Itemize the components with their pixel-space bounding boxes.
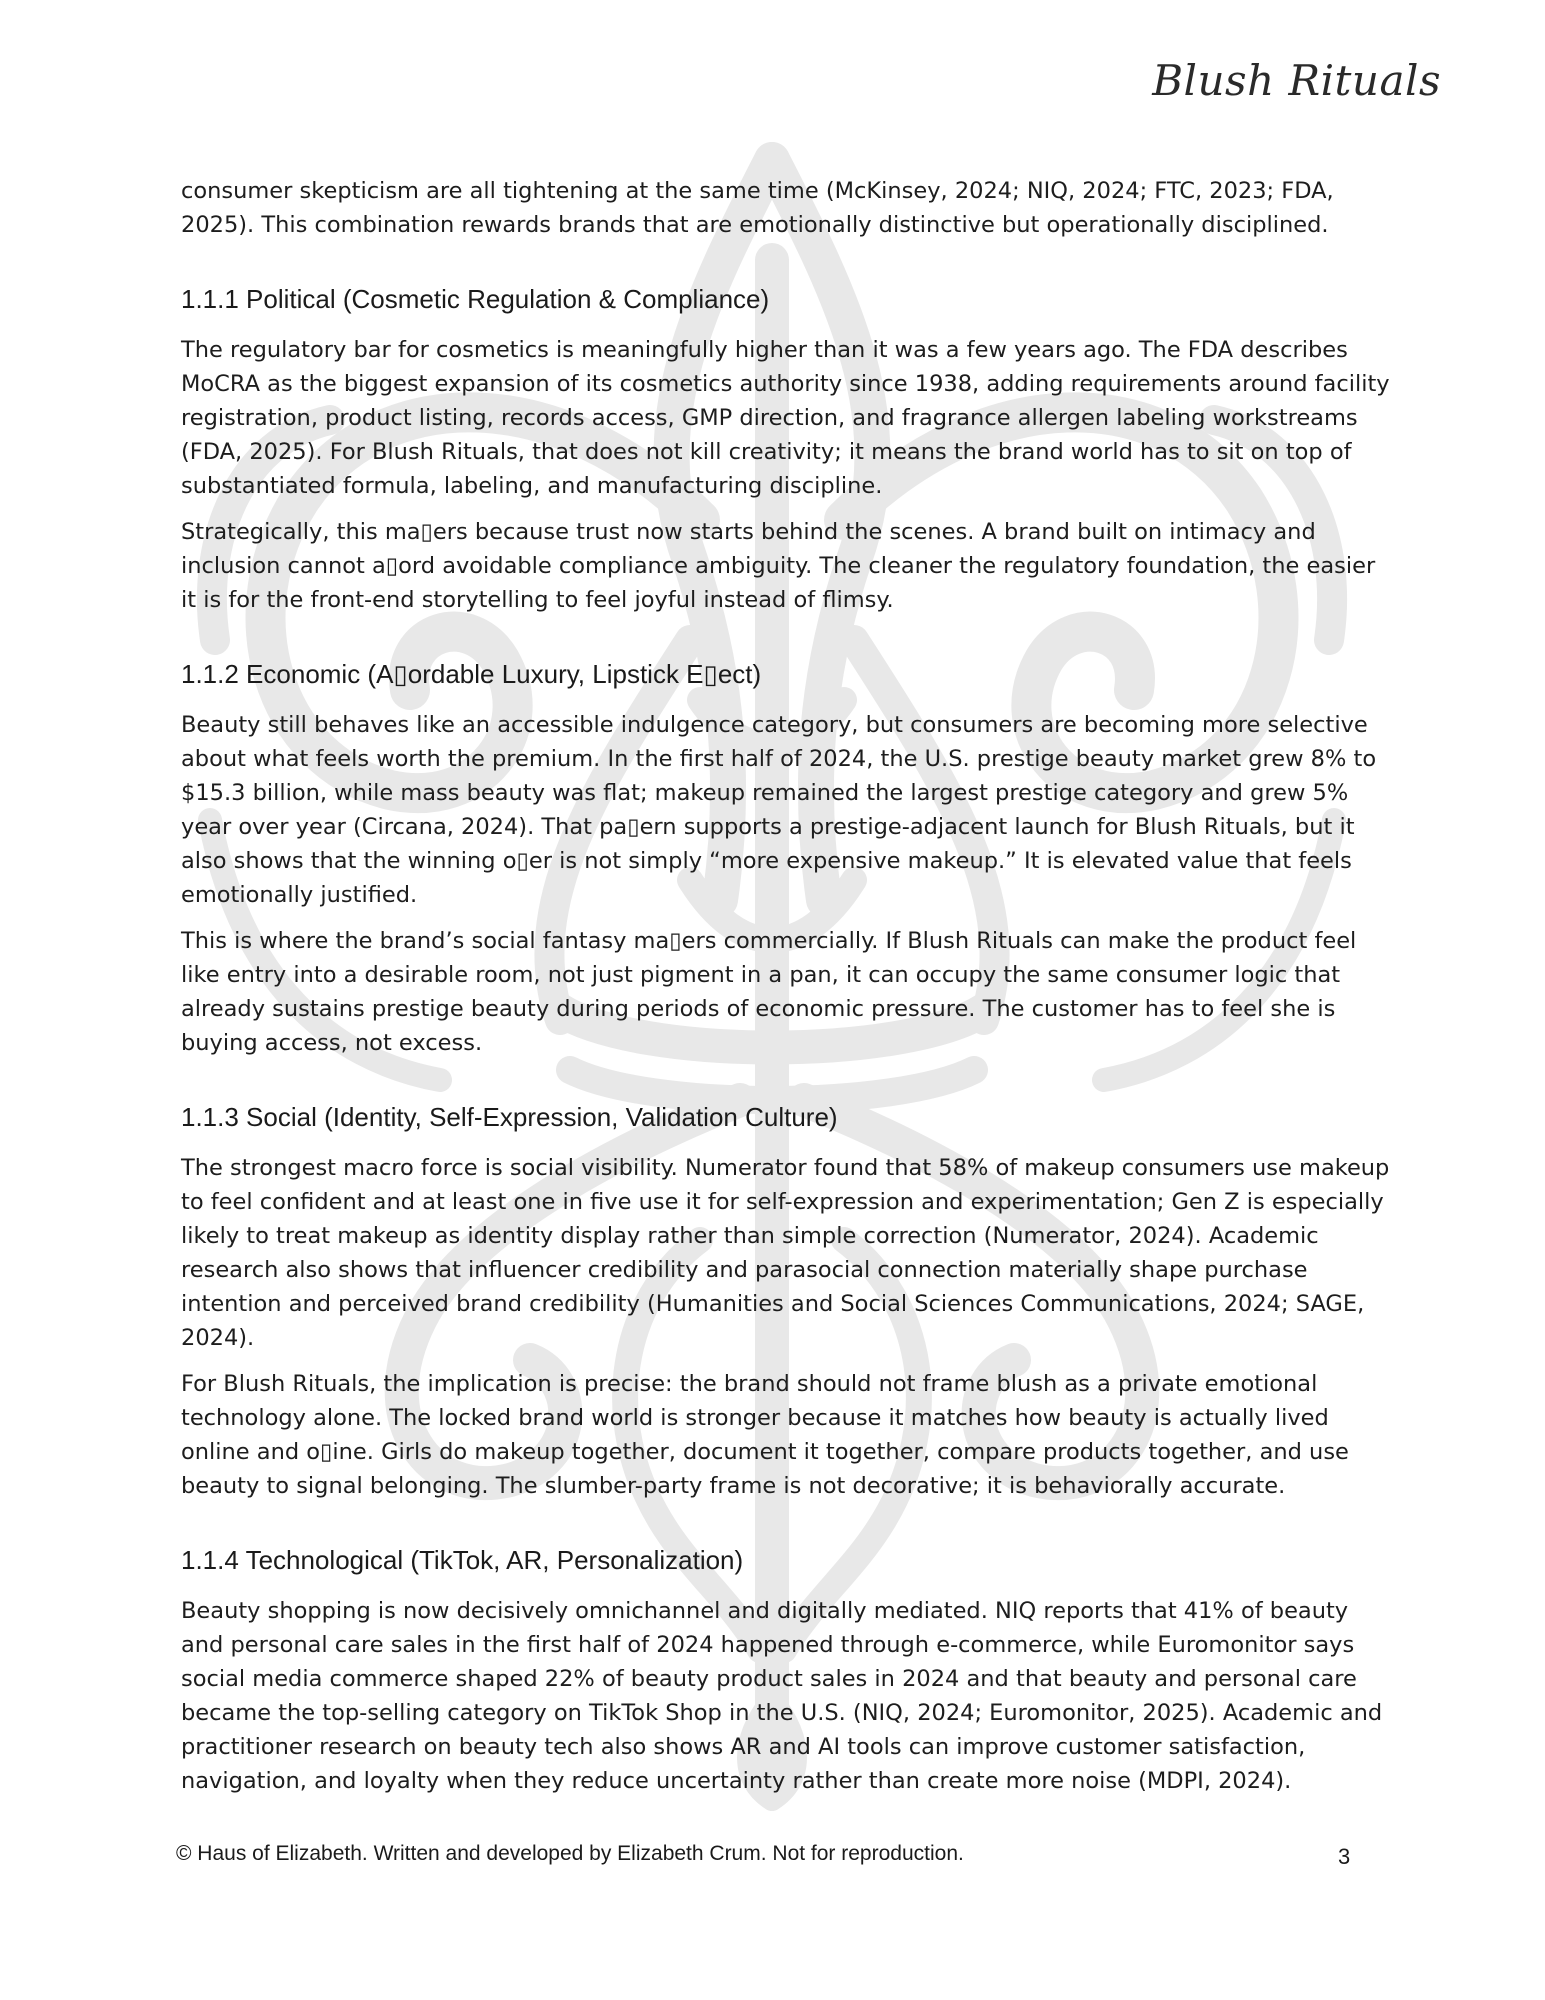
section-political [181,284,1396,617]
document-body [181,174,1396,1810]
section-heading: 1.1.2 Economic (A▯ordable Luxury, Lipstick E▯ect) [181,659,762,689]
brand-logo: Blush Rituals [1152,56,1441,105]
section-heading: 1.1.1 Political (Cosmetic Regulation & Compliance) [181,284,770,314]
paragraph: Beauty shopping is now decisively omnichannel and digitally mediated. NIQ reports that 41% of beauty and personal care sales in the first half of 2024 happened through e-commerce, while Euromonitor says social media commerce shaped 22% of beauty product sales in 2024 and that beauty and personal care became the top-selling category on TikTok Shop in the U.S. (NIQ, 2024; Euromonitor, 2025). Academic and practitioner research on beauty tech also shows AR and AI tools can improve customer satisfaction, navigation, and loyalty when they reduce uncertainty rather than create more noise (MDPI, 2024). [181,1598,1383,1794]
footer-copyright: © Haus of Elizabeth. Written and developed by Elizabeth Crum. Not for reproduction. [176,1842,964,1865]
paragraph: Strategically, this ma▯ers because trust now starts behind the scenes. A brand built on intimacy and inclusion cannot a▯ord avoidable compliance ambiguity. The cleaner the regulatory foundation, the easier it is for the front-end storytelling to feel joyful instead of flimsy. [181,519,1376,613]
section-economic [181,659,1396,1060]
section-technological [181,1545,1396,1798]
paragraph: This is where the brand’s social fantasy ma▯ers commercially. If Blush Rituals can make the product feel like entry into a desirable room, not just pigment in a pan, it can occupy the same consumer logic that already sustains prestige beauty during periods of economic pressure. The customer has to feel she is buying access, not excess. [181,928,1357,1056]
section-heading: 1.1.3 Social (Identity, Self-Expression, Validation Culture) [181,1102,838,1132]
paragraph: Beauty still behaves like an accessible indulgence category, but consumers are becoming more selective about what feels worth the premium. In the first half of 2024, the U.S. prestige beauty market grew 8% to $15.3 billion, while mass beauty was flat; makeup remained the largest prestige category and grew 5% year over year (Circana, 2024). That pa▯ern supports a prestige-adjacent launch for Blush Rituals, but it also shows that the winning o▯er is not simply “more expensive makeup.” It is elevated value that feels emotionally justified. [181,712,1377,908]
paragraph: The strongest macro force is social visibility. Numerator found that 58% of makeup consumers use makeup to feel confident and at least one in five use it for self-expression and experimentation; Gen Z is especially likely to treat makeup as identity display rather than simple correction (Numerator, 2024). Academic research also shows that influencer credibility and parasocial connection materially shape purchase intention and perceived brand credibility (Humanities and Social Sciences Communications, 2024; SAGE, 2024). [181,1155,1390,1351]
section-social [181,1102,1396,1503]
paragraph: For Blush Rituals, the implication is precise: the brand should not frame blush as a private emotional technology alone. The locked brand world is stronger because it matches how beauty is actually lived online and o▯ine. Girls do makeup together, document it together, compare products together, and use beauty to signal belonging. The slumber-party frame is not decorative; it is behaviorally accurate. [181,1371,1349,1499]
paragraph: The regulatory bar for cosmetics is meaningfully higher than it was a few years ago. The FDA describes MoCRA as the biggest expansion of its cosmetics authority since 1938, adding requirements around facility registration, product listing, records access, GMP direction, and fragrance allergen labeling workstreams (FDA, 2025). For Blush Rituals, that does not kill creativity; it means the brand world has to sit on top of substantiated formula, labeling, and manufacturing discipline. [181,337,1390,499]
section-heading: 1.1.4 Technological (TikTok, AR, Personalization) [181,1545,744,1575]
lead-paragraph: consumer skepticism are all tightening at the same time (McKinsey, 2024; NIQ, 2024; FTC, 2023; FDA, 2025). This combination rewards brands that are emotionally distinctive but operationally disciplined. [181,178,1334,238]
page-number: 3 [1338,1844,1351,1869]
